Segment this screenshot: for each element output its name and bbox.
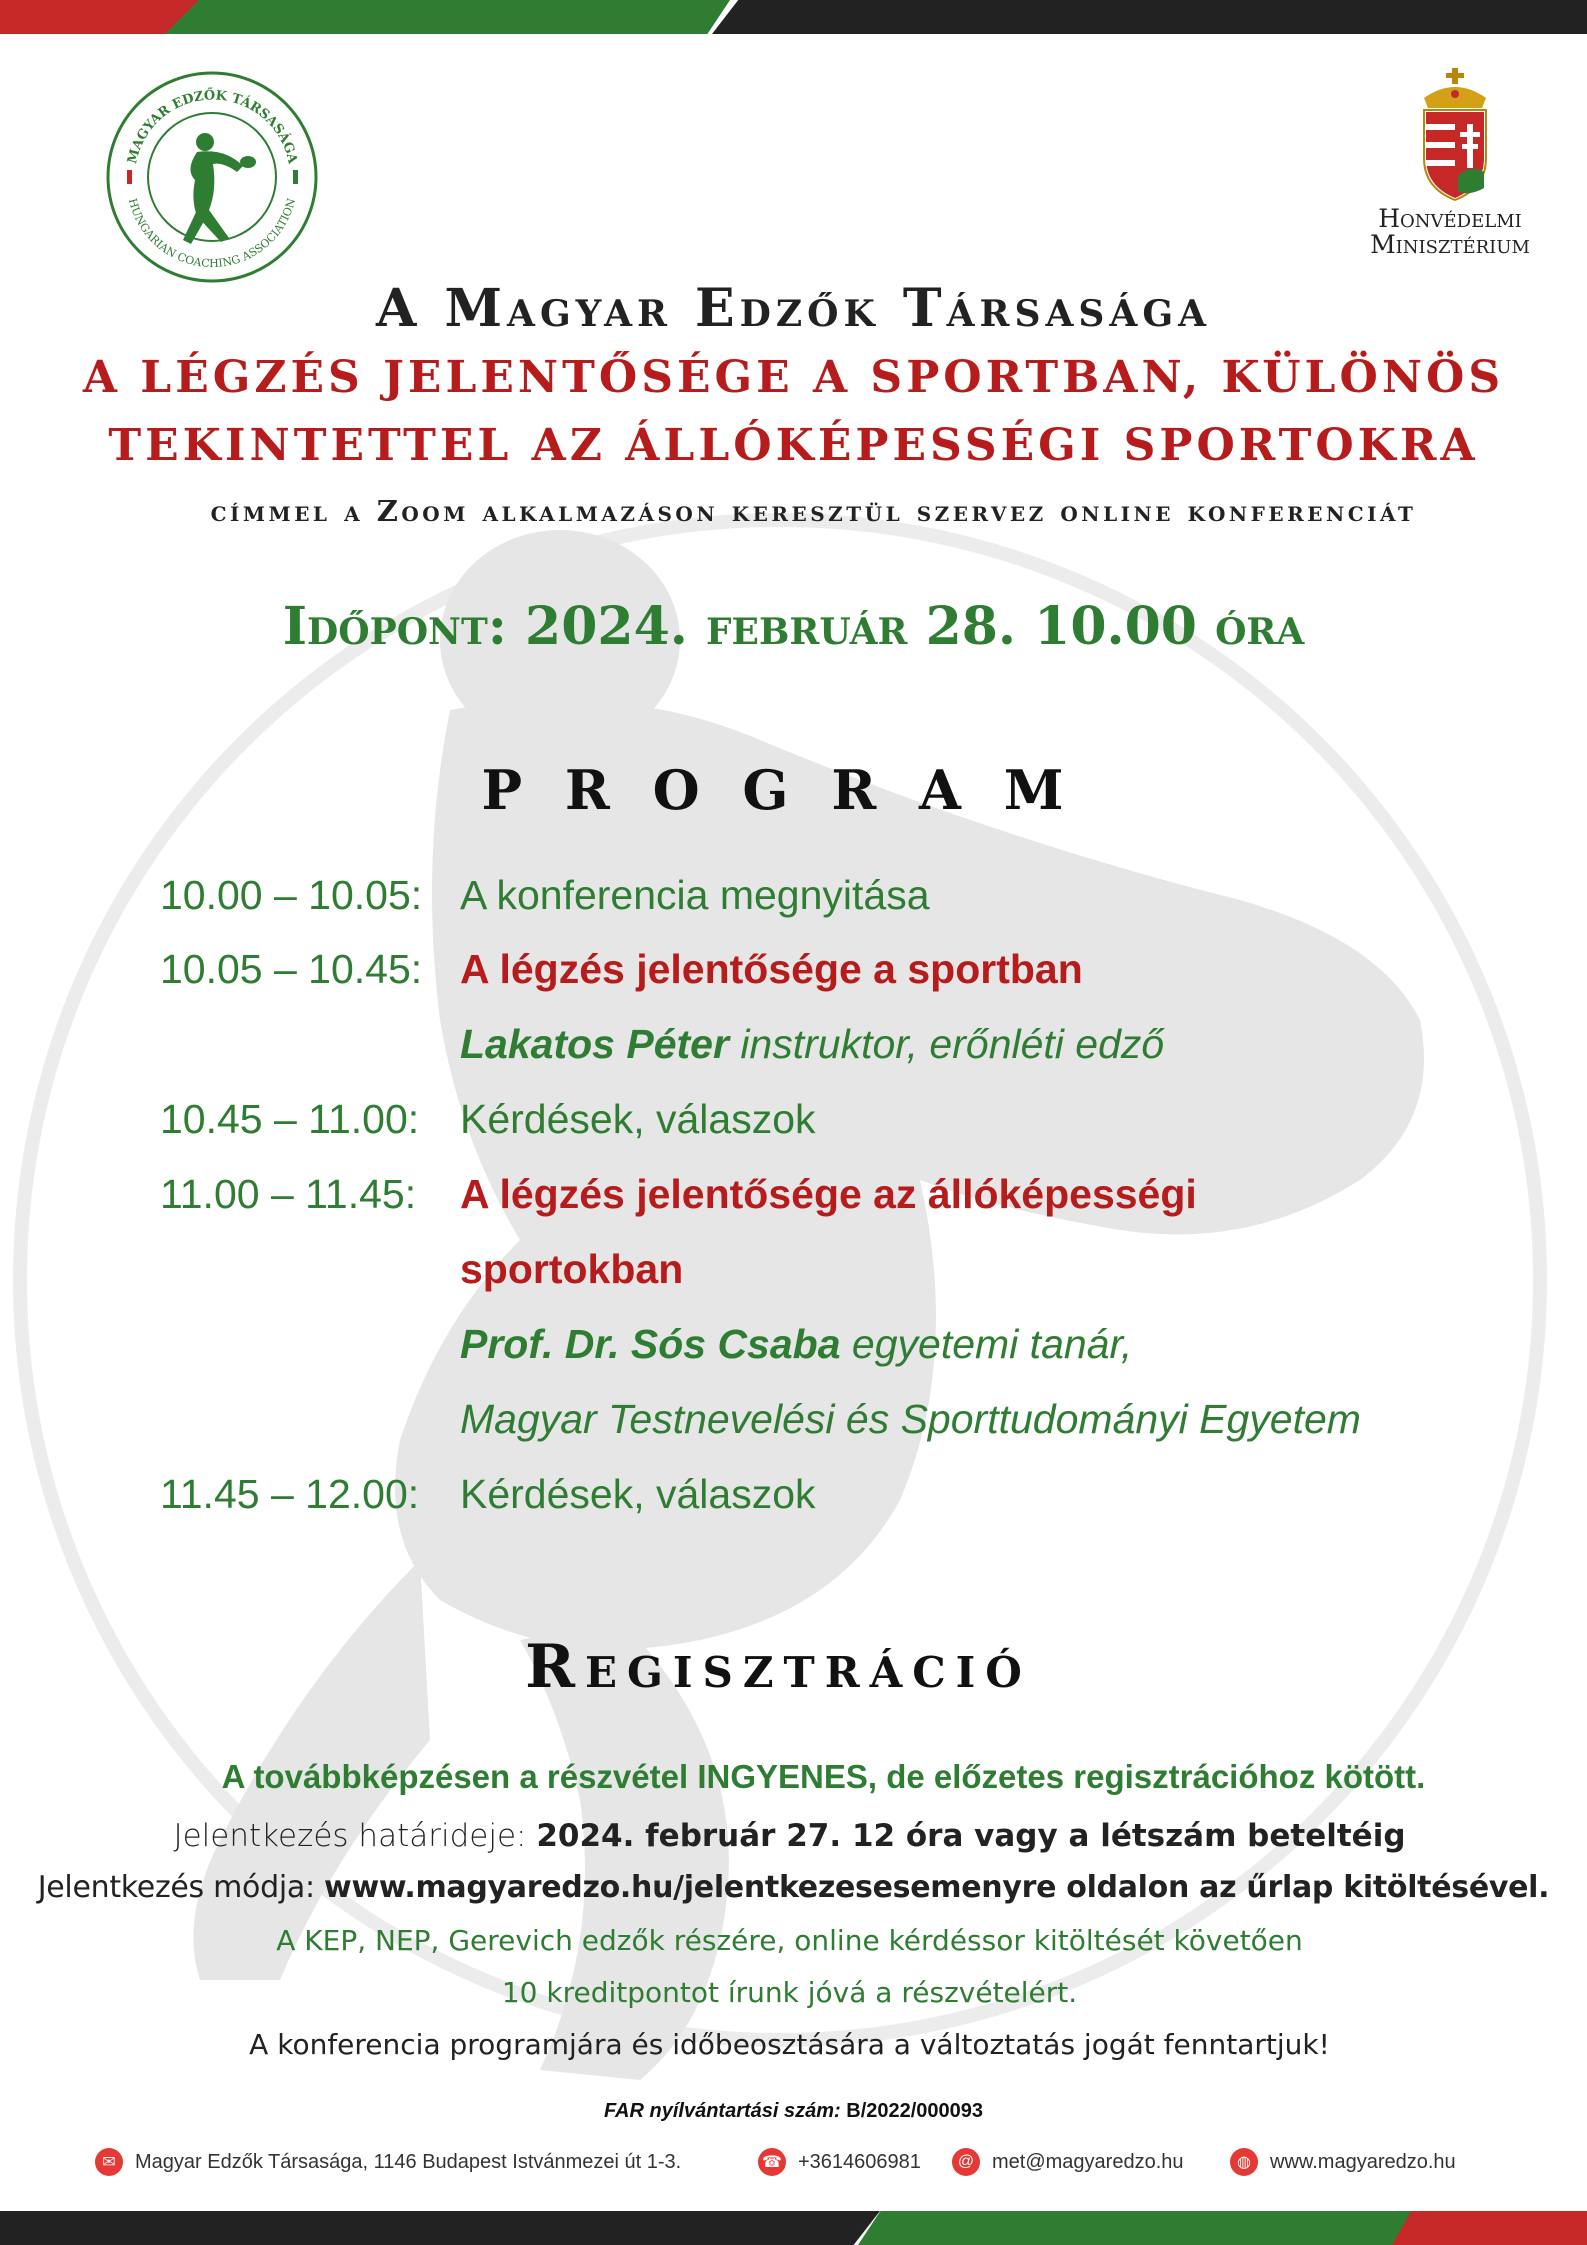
top-stripe-dark bbox=[712, 0, 1587, 34]
ministry-name-line1: Honvédelmi bbox=[1378, 204, 1522, 233]
program-text: A konferencia megnyitása bbox=[460, 872, 930, 918]
credit-line-2: 10 kreditpontot írunk jóvá a részvételért. bbox=[501, 1976, 1078, 2009]
ministry-name-line2: Minisztérium bbox=[1370, 230, 1530, 259]
speaker-name: Prof. Dr. Sós Csaba bbox=[460, 1321, 841, 1367]
program-heading: P R O G R A M bbox=[481, 758, 1076, 822]
hungarian-coat-of-arms-icon bbox=[1410, 68, 1500, 203]
top-stripe-red bbox=[0, 0, 200, 34]
globe-icon: ◍ bbox=[1230, 2148, 1258, 2176]
met-ring-top-text: MAGYAR EDZŐK TÁRSASÁGA bbox=[125, 88, 300, 166]
far-value: B/2022/000093 bbox=[846, 2100, 984, 2122]
method-link[interactable]: www.magyaredzo.hu/jelentkezesesemenyre oldalon az űrlap kitöltésével. bbox=[324, 1870, 1550, 1905]
bottom-stripe-red bbox=[1392, 2211, 1587, 2245]
program-item-1 bbox=[160, 870, 930, 920]
program-item-4 bbox=[160, 1169, 1197, 1219]
footer-phone bbox=[758, 2148, 921, 2176]
event-date: Időpont: 2024. február 28. 10.00 óra bbox=[282, 596, 1305, 657]
disclaimer: A konferencia programjára és időbeosztására a változtatás jogát fenntartjuk! bbox=[249, 2028, 1330, 2061]
speaker-role: instruktor, erőnléti edző bbox=[740, 1021, 1165, 1067]
deadline-label: Jelentkezés határideje: bbox=[173, 1818, 527, 1854]
program-title-line2: sportokban bbox=[460, 1246, 684, 1292]
speaker-affiliation: Magyar Testnevelési és Sporttudományi Egyetem bbox=[460, 1396, 1361, 1442]
footer-web bbox=[1230, 2148, 1456, 2176]
program-time: 10.45 – 11.00: bbox=[160, 1096, 420, 1142]
footer-address bbox=[95, 2148, 681, 2176]
phone-icon: ☎ bbox=[758, 2148, 786, 2176]
bottom-stripe-green bbox=[858, 2211, 1418, 2245]
program-item-5 bbox=[160, 1469, 816, 1519]
program-item-2 bbox=[160, 944, 1083, 994]
program-speaker-2 bbox=[460, 1319, 1132, 1369]
event-title-line2: TEKINTETTEL AZ ÁLLÓKÉPESSÉGI SPORTOKRA bbox=[108, 420, 1479, 471]
footer-email bbox=[952, 2148, 1184, 2176]
credit-line-1: A KEP, NEP, Gerevich edzők részére, online kérdéssor kitöltését követően bbox=[276, 1924, 1303, 1957]
registration-method bbox=[0, 1870, 1587, 1905]
deadline-value: 2024. február 27. 12 óra vagy a létszám beteltéig bbox=[536, 1818, 1406, 1854]
email-text[interactable]: met@magyaredzo.hu bbox=[992, 2150, 1184, 2173]
far-number bbox=[0, 2100, 1587, 2123]
program-title: A légzés jelentősége a sportban bbox=[460, 946, 1083, 992]
web-text[interactable]: www.magyaredzo.hu bbox=[1270, 2150, 1456, 2173]
program-speaker-1 bbox=[460, 1019, 1164, 1069]
program-title-line1: A légzés jelentősége az állóképességi bbox=[460, 1171, 1197, 1217]
program-item-3 bbox=[160, 1094, 816, 1144]
program-time: 10.00 – 10.05: bbox=[160, 872, 423, 918]
program-time: 10.05 – 10.45: bbox=[160, 946, 423, 992]
bottom-stripe-dark bbox=[0, 2211, 880, 2245]
event-subtitle: címmel a Zoom alkalmazáson keresztül szervez online konferenciát bbox=[210, 494, 1417, 528]
program-text: Kérdések, válaszok bbox=[460, 1471, 816, 1517]
organizer-heading: A Magyar Edzők Társasága bbox=[376, 278, 1211, 339]
met-logo bbox=[105, 70, 320, 285]
registration-free-note: A továbbképzésen a részvétel INGYENES, de előzetes regisztrációhoz kötött. bbox=[221, 1758, 1426, 1795]
program-time: 11.45 – 12.00: bbox=[160, 1471, 420, 1517]
at-icon: @ bbox=[952, 2148, 980, 2176]
program-time: 11.00 – 11.45: bbox=[160, 1171, 417, 1217]
far-label: FAR nyílvántartási szám: bbox=[603, 2100, 841, 2122]
program-text: Kérdések, válaszok bbox=[460, 1096, 816, 1142]
met-ring-bottom-text: HUNGARIAN COACHING ASSOCIATION bbox=[125, 196, 299, 271]
speaker-role: egyetemi tanár, bbox=[851, 1321, 1133, 1367]
registration-deadline bbox=[0, 1818, 1583, 1854]
top-stripe-green bbox=[165, 0, 730, 34]
phone-text[interactable]: +3614606981 bbox=[798, 2150, 921, 2173]
registration-heading: Regisztráció bbox=[525, 1632, 1032, 1702]
mail-icon: ✉ bbox=[95, 2148, 123, 2176]
event-title-line1: A LÉGZÉS JELENTŐSÉGE A SPORTBAN, KÜLÖNÖS bbox=[82, 352, 1505, 403]
speaker-name: Lakatos Péter bbox=[460, 1021, 729, 1067]
address-text: Magyar Edzők Társasága, 1146 Budapest Istvánmezei út 1-3. bbox=[135, 2150, 682, 2173]
method-label: Jelentkezés módja: bbox=[37, 1870, 315, 1905]
